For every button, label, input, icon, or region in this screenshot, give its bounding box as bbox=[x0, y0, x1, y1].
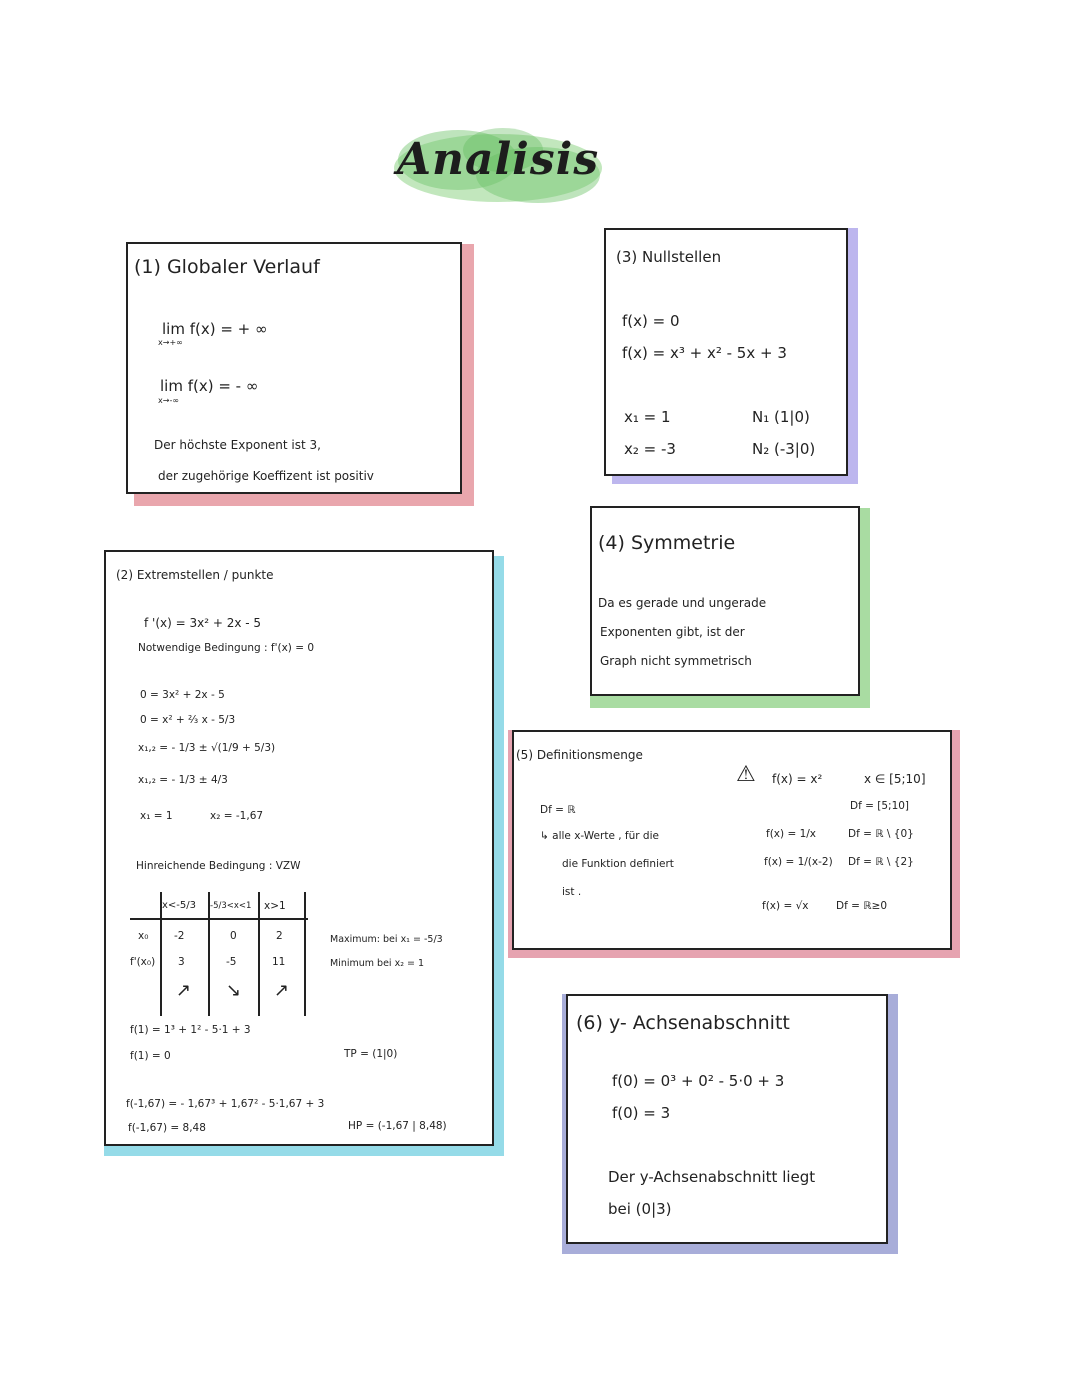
table-header-3: x>1 bbox=[264, 900, 286, 912]
title-banner bbox=[388, 120, 608, 210]
s6-eq1: f(0) = 0³ + 0² - 5·0 + 3 bbox=[612, 1072, 785, 1090]
s2-tp: TP = (1|0) bbox=[344, 1048, 398, 1060]
s2-f1-result: f(1) = 0 bbox=[130, 1050, 171, 1062]
s1-lim1: lim f(x) = + ∞ bbox=[162, 320, 268, 338]
card-global-behavior bbox=[126, 242, 462, 494]
s1-lim1-sub: x→+∞ bbox=[158, 338, 183, 347]
s2-x2: x₂ = -1,67 bbox=[210, 810, 264, 822]
card-domain bbox=[512, 730, 952, 950]
s4-line3: Graph nicht symmetrisch bbox=[600, 654, 752, 668]
table-arrow-down: ↘ bbox=[226, 980, 242, 1001]
table-header-1: x<-5/3 bbox=[162, 900, 196, 911]
s2-x1: x₁ = 1 bbox=[140, 810, 173, 822]
card-extrema bbox=[104, 550, 494, 1146]
s2-f1-calc: f(1) = 1³ + 1² - 5·1 + 3 bbox=[130, 1024, 251, 1036]
s4-heading: (4) Symmetrie bbox=[598, 532, 736, 554]
s2-necessary-condition: Notwendige Bedingung : f'(x) = 0 bbox=[138, 642, 315, 654]
s6-heading: (6) y- Achsenabschnitt bbox=[576, 1012, 790, 1034]
s1-lim2-sub: x→-∞ bbox=[158, 396, 179, 405]
s2-eq2: 0 = x² + ⅔ x - 5/3 bbox=[140, 714, 236, 726]
s5-note1: ↳ alle x-Werte , für die bbox=[540, 830, 659, 842]
s3-eq1: f(x) = 0 bbox=[622, 312, 680, 330]
table-x0-3: 2 bbox=[276, 930, 283, 942]
s5-ex3: f(x) = 1/(x-2) bbox=[764, 856, 833, 868]
s4-line1: Da es gerade und ungerade bbox=[598, 596, 767, 610]
table-x0-1: -2 bbox=[174, 930, 185, 942]
s2-eq1: 0 = 3x² + 2x - 5 bbox=[140, 689, 225, 701]
table-x0-2: 0 bbox=[230, 930, 237, 942]
s5-ex1-df: Df = [5;10] bbox=[850, 800, 910, 812]
s2-heading: (2) Extremstellen / punkte bbox=[116, 568, 274, 582]
s2-maximum: Maximum: bei x₁ = -5/3 bbox=[330, 934, 443, 945]
s2-eq4: x₁,₂ = - 1/3 ± 4/3 bbox=[138, 774, 228, 786]
table-fx0-2: -5 bbox=[226, 956, 237, 968]
sign-table bbox=[130, 892, 310, 1016]
s5-df: Df = ℝ bbox=[540, 804, 576, 816]
s2-eq3: x₁,₂ = - 1/3 ± √(1/9 + 5/3) bbox=[138, 742, 276, 754]
table-row-label-fx0: f'(x₀) bbox=[130, 956, 156, 968]
s5-heading: (5) Definitionsmenge bbox=[516, 748, 643, 762]
s5-ex2-df: Df = ℝ \ {0} bbox=[848, 828, 914, 840]
s2-derivative: f '(x) = 3x² + 2x - 5 bbox=[144, 616, 262, 630]
s3-n1: N₁ (1|0) bbox=[752, 408, 810, 426]
s3-eq2: f(x) = x³ + x² - 5x + 3 bbox=[622, 344, 787, 362]
s2-f2-result: f(-1,67) = 8,48 bbox=[128, 1122, 206, 1134]
s5-ex2: f(x) = 1/x bbox=[766, 828, 817, 840]
s5-ex1: f(x) = x² bbox=[772, 772, 823, 786]
page-title: Analisis bbox=[396, 134, 600, 185]
s3-n2: N₂ (-3|0) bbox=[752, 440, 816, 458]
warning-icon: ⚠ bbox=[736, 762, 756, 787]
table-header-2: -5/3<x<1 bbox=[210, 901, 252, 911]
s4-line2: Exponenten gibt, ist der bbox=[600, 625, 745, 639]
s5-ex3-df: Df = ℝ \ {2} bbox=[848, 856, 914, 868]
table-fx0-3: 11 bbox=[272, 956, 286, 968]
s1-line1: Der höchste Exponent ist 3, bbox=[154, 438, 321, 452]
table-fx0-1: 3 bbox=[178, 956, 185, 968]
s5-ex4-df: Df = ℝ≥0 bbox=[836, 900, 888, 912]
s1-lim2: lim f(x) = - ∞ bbox=[160, 377, 259, 395]
s6-line2: bei (0|3) bbox=[608, 1200, 672, 1218]
table-arrow-up-2: ↗ bbox=[274, 980, 290, 1001]
s6-eq2: f(0) = 3 bbox=[612, 1104, 671, 1122]
table-row-label-x0: x₀ bbox=[138, 930, 149, 942]
s1-heading: (1) Globaler Verlauf bbox=[134, 256, 320, 278]
s6-line1: Der y-Achsenabschnitt liegt bbox=[608, 1168, 816, 1186]
s5-note2: die Funktion definiert bbox=[562, 858, 674, 870]
card-y-intercept bbox=[566, 994, 888, 1244]
s2-minimum: Minimum bei x₂ = 1 bbox=[330, 958, 425, 969]
s5-ex1-range: x ∈ [5;10] bbox=[864, 772, 926, 786]
s3-heading: (3) Nullstellen bbox=[616, 248, 722, 266]
s5-ex4: f(x) = √x bbox=[762, 900, 809, 912]
card-symmetry bbox=[590, 506, 860, 696]
s3-x1: x₁ = 1 bbox=[624, 408, 671, 426]
card-roots bbox=[604, 228, 848, 476]
s2-sufficient-condition: Hinreichende Bedingung : VZW bbox=[136, 860, 301, 872]
s1-line2: der zugehörige Koeffizent ist positiv bbox=[158, 469, 374, 483]
s2-f2-calc: f(-1,67) = - 1,67³ + 1,67² - 5·1,67 + 3 bbox=[126, 1098, 325, 1110]
s5-note3: ist . bbox=[562, 886, 582, 898]
s3-x2: x₂ = -3 bbox=[624, 440, 676, 458]
table-arrow-up-1: ↗ bbox=[176, 980, 192, 1001]
s2-hp: HP = (-1,67 | 8,48) bbox=[348, 1120, 447, 1132]
